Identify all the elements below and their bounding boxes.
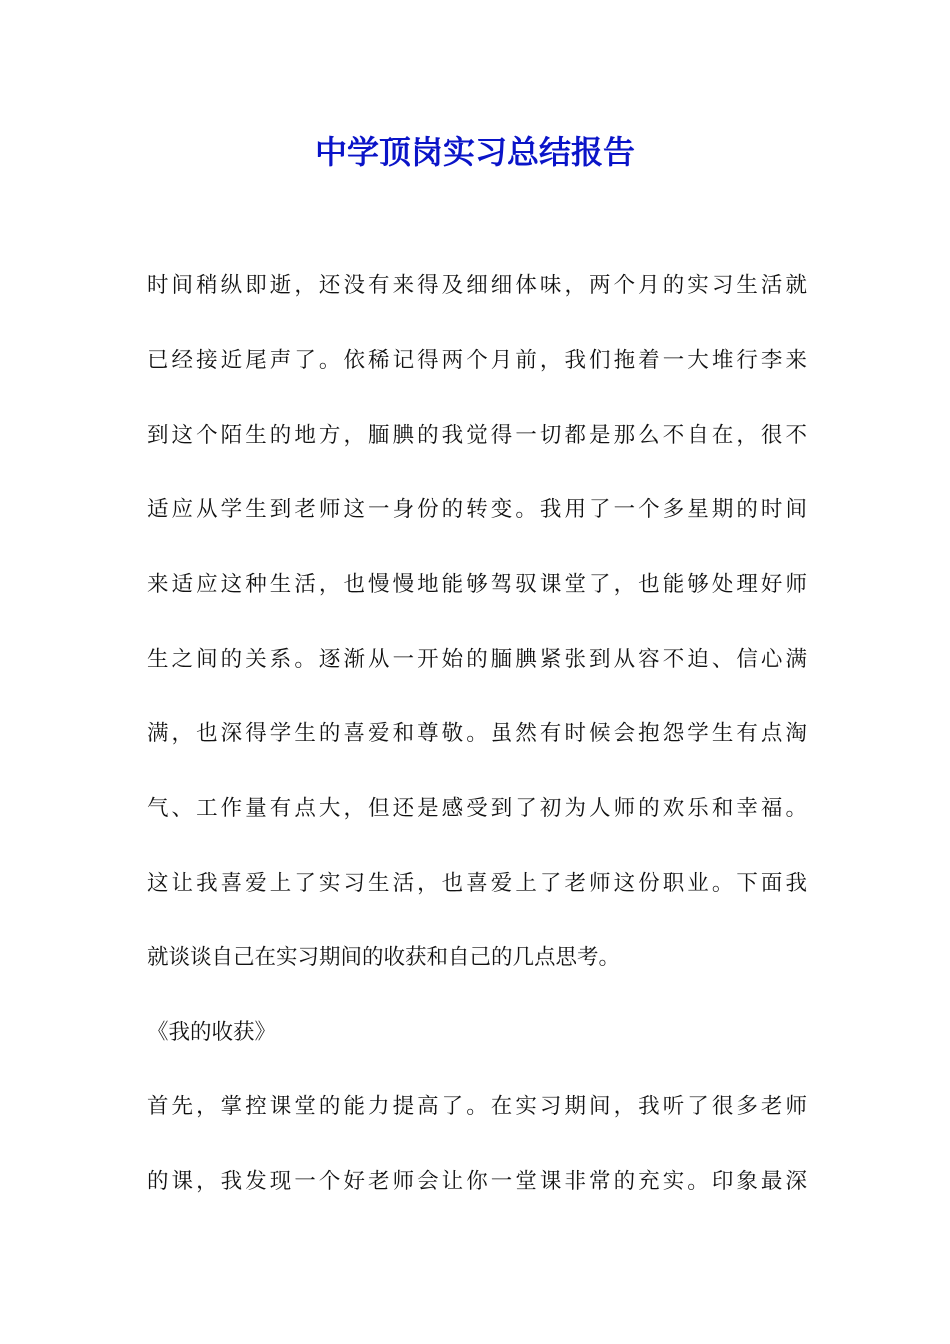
body-line-1: 时间稍纵即逝，还没有来得及细细体味，两个月的实习生活就: [147, 273, 807, 298]
body-line-2: 已经接近尾声了。依稀记得两个月前，我们拖着一大堆行李来: [147, 348, 807, 373]
body-line-8: 气、工作量有点大，但还是感受到了初为人师的欢乐和幸福。: [147, 796, 807, 821]
document-title: 中学顶岗实习总结报告: [314, 133, 635, 171]
body-line-5: 来适应这种生活，也慢慢地能够驾驭课堂了，也能够处理好师: [147, 572, 807, 597]
body-line-6: 生之间的关系。逐渐从一开始的腼腆紧张到从容不迫、信心满: [147, 647, 807, 672]
body-line-12: 的课，我发现一个好老师会让你一堂课非常的充实。印象最深: [147, 1169, 807, 1194]
body-line-7: 满，也深得学生的喜爱和尊敬。虽然有时候会抱怨学生有点淘: [147, 721, 807, 746]
body-line-10: 就谈谈自己在实习期间的收获和自己的几点思考。: [147, 945, 621, 970]
body-line-4: 适应从学生到老师这一身份的转变。我用了一个多星期的时间: [147, 497, 807, 522]
body-line-9: 这让我喜爱上了实习生活，也喜爱上了老师这份职业。下面我: [147, 871, 807, 896]
body-line-11: 首先，掌控课堂的能力提高了。在实习期间，我听了很多老师: [147, 1094, 807, 1119]
body-line-3: 到这个陌生的地方，腼腆的我觉得一切都是那么不自在，很不: [147, 423, 807, 448]
section-heading: 《我的收获》: [147, 1020, 277, 1045]
